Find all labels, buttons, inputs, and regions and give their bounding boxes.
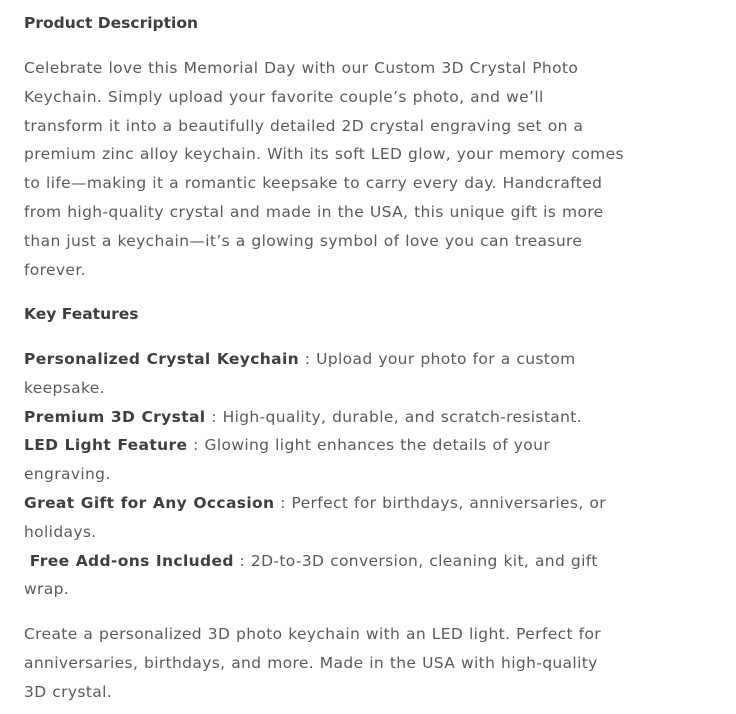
description-heading: Product Description	[24, 14, 199, 32]
feature-name: LED Light Feature	[24, 436, 188, 455]
feature-name: Premium 3D Crystal	[24, 407, 206, 426]
key-features-list	[24, 345, 624, 604]
feature-detail: : Glowing light enhances the details of your engraving.	[24, 436, 551, 484]
feature-item	[24, 547, 624, 605]
feature-item	[24, 431, 624, 489]
feature-detail: : Perfect for birthdays, anniversaries, or holidays.	[24, 493, 606, 541]
feature-name: Great Gift for Any Occasion	[24, 493, 275, 512]
description-body: Celebrate love this Memorial Day with our Custom 3D Crystal Photo Keychain. Simply upload your favorite couple’s photo, and we’ll transform it into a beautifully detailed 2D crystal engraving set on a premium zinc alloy keychain. With its soft LED glow, your memory comes to life—making it a romantic keepsake to carry every day. Handcrafted from high-quality crystal and made in the USA, this unique gift is more than just a keychain—it’s a glowing symbol of love you can treasure forever.	[24, 59, 624, 279]
feature-name: Personalized Crystal Keychain	[24, 350, 299, 368]
feature-item	[24, 489, 624, 547]
key-features-heading: Key Features	[24, 305, 139, 323]
feature-detail: : High-quality, durable, and scratch-resistant.	[205, 407, 582, 426]
feature-name: Free Add-ons Included	[29, 551, 234, 570]
feature-detail: : Upload your photo for a custom keepsake.	[24, 350, 576, 397]
feature-detail: : 2D-to-3D conversion, cleaning kit, and gift wrap.	[24, 551, 598, 599]
closing-paragraph: Create a personalized 3D photo keychain with an LED light. Perfect for anniversaries, birthdays, and more. Made in the USA with high-quality 3D crystal.	[24, 625, 602, 701]
feature-item	[24, 345, 624, 403]
feature-item	[24, 403, 624, 432]
